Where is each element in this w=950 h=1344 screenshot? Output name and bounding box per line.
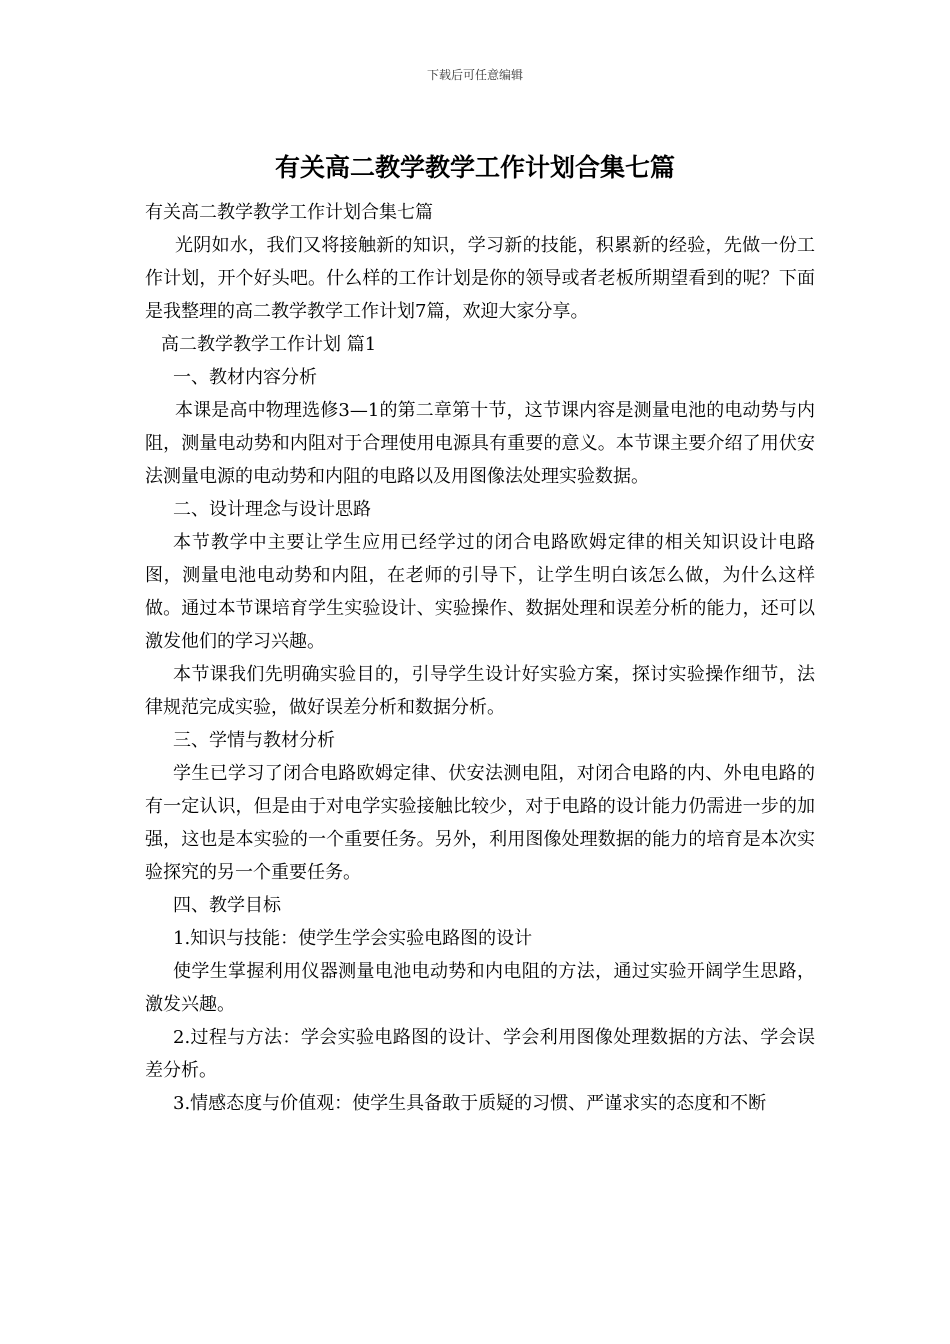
header-note: 下载后可任意编辑 [426,68,523,82]
paragraph-knowledge-skills: 使学生掌握利用仪器测量电池电动势和内电阻的方法，通过实验开阔学生思路，激发兴趣。 [145,961,815,1015]
heading-student-analysis: 三、学情与教材分析 [173,730,335,751]
heading-design-concept: 二、设计理念与设计思路 [173,499,371,520]
paragraph-design-steps: 本节课我们先明确实验目的，引导学生设计好实验方案，探讨实验操作细节，法律规范完成实验，做好误差分析和数据分析。 [145,664,815,718]
goal-emotion-values: 3.情感态度与价值观：使学生具备敢于质疑的习惯、严谨求实的态度和不断 [173,1093,767,1114]
document-body [145,196,815,1120]
goal-process-methods: 2.过程与方法：学会实验电路图的设计、学会利用图像处理数据的方法、学会误差分析。 [145,1027,815,1081]
subtitle-paragraph: 有关高二教学教学工作计划合集七篇 [145,202,433,223]
heading-teaching-goals: 四、教学目标 [173,895,281,916]
paragraph-material-analysis: 本课是高中物理选修3—1的第二章第十节，这节课内容是测量电池的电动势与内阻，测量电动势和内阻对于合理使用电源具有重要的意义。本节课主要介绍了用伏安法测量电源的电动势和内阻的电路以及用图像法处理实验数据。 [145,400,815,487]
intro-paragraph: 光阴如水，我们又将接触新的知识，学习新的技能，积累新的经验，先做一份工作计划，开个好头吧。什么样的工作计划是你的领导或者老板所期望看到的呢？下面是我整理的高二教学教学工作计划7篇，欢迎大家分享。 [145,235,815,322]
paragraph-design-concept: 本节教学中主要让学生应用已经学过的闭合电路欧姆定律的相关知识设计电路图，测量电池电动势和内阻，在老师的引导下，让学生明白该怎么做，为什么这样做。通过本节课培育学生实验设计、实验操作、数据处理和误差分析的能力，还可以激发他们的学习兴趣。 [145,532,815,652]
document-title: 有关高二教学教学工作计划合集七篇 [274,153,675,182]
goal-knowledge-skills: 1.知识与技能：使学生学会实验电路图的设计 [173,928,533,949]
section-heading-plan-1: 高二教学教学工作计划 篇1 [161,334,377,355]
heading-material-analysis: 一、教材内容分析 [173,367,317,388]
paragraph-student-analysis: 学生已学习了闭合电路欧姆定律、伏安法测电阻，对闭合电路的内、外电电路的有一定认识，但是由于对电学实验接触比较少，对于电路的设计能力仍需进一步的加强，这也是本实验的一个重要任务。另外，利用图像处理数据的能力的培育是本次实验探究的另一个重要任务。 [145,763,815,883]
